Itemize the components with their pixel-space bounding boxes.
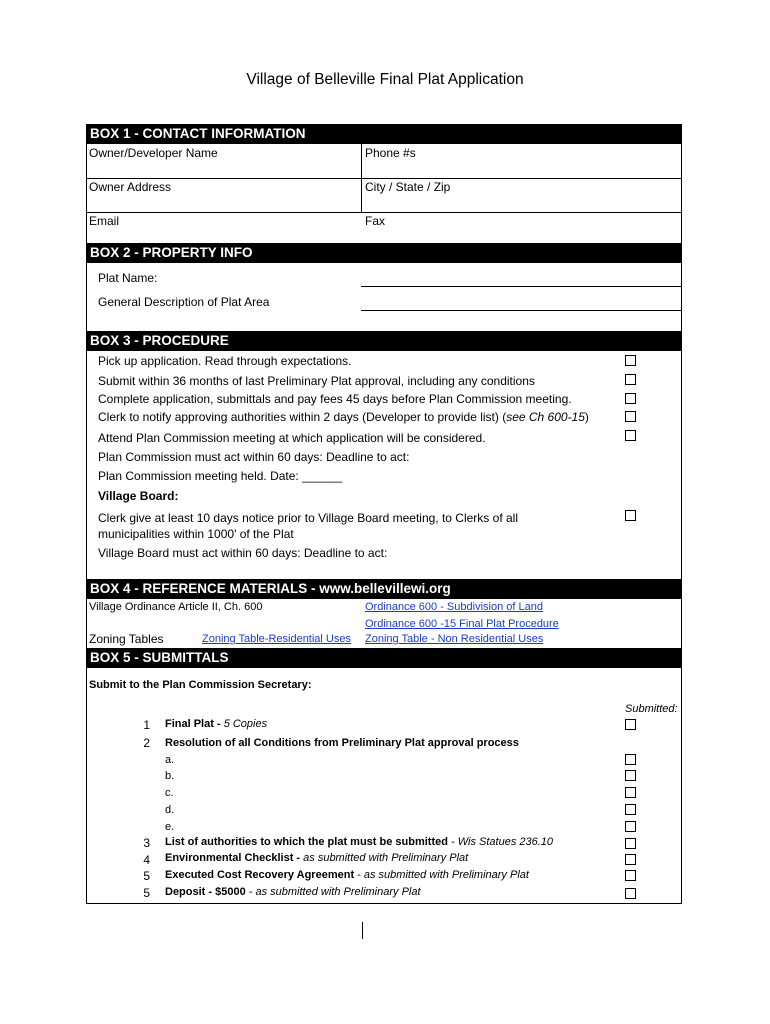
- submittal-checkbox[interactable]: [625, 838, 636, 849]
- submittal-checkbox[interactable]: [625, 804, 636, 815]
- owner-name-label: Owner/Developer Name: [89, 146, 218, 160]
- item-number: 4: [143, 853, 150, 867]
- fax-field[interactable]: [362, 212, 682, 243]
- plat-description-label: General Description of Plat Area: [98, 295, 270, 309]
- item-number: 5: [143, 869, 150, 883]
- owner-name-field[interactable]: [86, 144, 361, 178]
- city-state-zip-field[interactable]: [362, 178, 682, 212]
- phone-label: Phone #s: [365, 146, 416, 160]
- step-checkbox[interactable]: [625, 355, 636, 366]
- plat-name-input[interactable]: [361, 286, 682, 287]
- procedure-step: Pick up application. Read through expectations.: [98, 354, 352, 368]
- owner-address-field[interactable]: [86, 178, 361, 212]
- submittal-checkbox[interactable]: [625, 888, 636, 899]
- subdivision-ordinance-link[interactable]: Ordinance 600 - Subdivision of Land: [365, 601, 543, 613]
- procedure-step: Attend Plan Commission meeting at which application will be considered.: [98, 431, 486, 445]
- phone-field[interactable]: [362, 144, 682, 178]
- submittal-item: [165, 852, 468, 864]
- clerk-step-ref-close: ): [584, 410, 589, 424]
- final-plat-ordinance-link[interactable]: Ordinance 600 -15 Final Plat Procedure: [365, 618, 559, 630]
- submit-to-label: Submit to the Plan Commission Secretary:: [89, 679, 312, 691]
- submittal-item: Resolution of all Conditions from Preliminary Plat approval process: [165, 737, 519, 749]
- submittal-checkbox[interactable]: [625, 719, 636, 730]
- box1-header: BOX 1 - CONTACT INFORMATION: [86, 124, 682, 144]
- item-title: Environmental Checklist -: [165, 852, 301, 864]
- item-number: 3: [143, 836, 150, 850]
- procedure-step: Complete application, submittals and pay fees 45 days before Plan Commission meeting.: [98, 392, 572, 406]
- submitted-column-label: Submitted:: [625, 703, 678, 715]
- box3-header: BOX 3 - PROCEDURE: [86, 331, 682, 351]
- step-checkbox[interactable]: [625, 374, 636, 385]
- item-note: - Wis Statues 236.10: [447, 836, 554, 848]
- item-number: 2: [143, 736, 150, 750]
- fax-label: Fax: [365, 214, 386, 228]
- email-label: Email: [89, 214, 120, 228]
- sub-item-label: d.: [165, 804, 175, 816]
- procedure-step-clerk: [98, 410, 589, 424]
- item-title: List of authorities to which the plat must be submitted: [165, 836, 448, 848]
- clerk-notice-line: Clerk give at least 10 days notice prior to Village Board meeting, to Clerks of all: [98, 511, 518, 525]
- residential-zoning-link[interactable]: Zoning Table-Residential Uses: [202, 633, 351, 645]
- submittal-item: [165, 869, 529, 881]
- submittal-item: [165, 886, 421, 898]
- box4-header: BOX 4 - REFERENCE MATERIALS - www.bellevillewi.org: [86, 579, 682, 599]
- zoning-tables-label: Zoning Tables: [89, 632, 164, 646]
- procedure-step: Submit within 36 months of last Preliminary Plat approval, including any conditions: [98, 374, 535, 388]
- email-field[interactable]: [86, 212, 361, 243]
- item-title: Executed Cost Recovery Agreement: [165, 869, 355, 881]
- page-title: Village of Belleville Final Plat Application: [246, 71, 524, 88]
- plat-name-label: Plat Name:: [98, 271, 158, 285]
- item-note: - as submitted with Preliminary Plat: [245, 886, 421, 898]
- step-checkbox[interactable]: [625, 510, 636, 521]
- ordinance-label: Village Ordinance Article II, Ch. 600: [89, 601, 263, 613]
- clerk-step-text: Clerk to notify approving authorities within 2 days (Developer to provide list) (: [98, 410, 507, 424]
- owner-address-label: Owner Address: [89, 180, 172, 194]
- item-note: as submitted with Preliminary Plat: [300, 852, 469, 864]
- village-board-label: Village Board:: [98, 489, 179, 503]
- board-deadline: Village Board must act within 60 days: Deadline to act:: [98, 546, 388, 560]
- submittal-checkbox[interactable]: [625, 770, 636, 781]
- nonresidential-zoning-link[interactable]: Zoning Table - Non Residential Uses: [365, 633, 544, 645]
- procedure-step: Plan Commission meeting held. Date: ______: [98, 469, 343, 483]
- submittal-checkbox[interactable]: [625, 854, 636, 865]
- item-number: 5: [143, 886, 150, 900]
- sub-item-label: b.: [165, 770, 175, 782]
- clerk-notice-line: municipalities within 1000' of the Plat: [98, 527, 294, 541]
- plat-description-input[interactable]: [361, 310, 682, 311]
- procedure-step: Plan Commission must act within 60 days: Deadline to act:: [98, 450, 410, 464]
- submittal-checkbox[interactable]: [625, 821, 636, 832]
- submittal-item: [165, 718, 267, 730]
- text-cursor: [362, 922, 363, 939]
- item-title: Final Plat -: [165, 718, 224, 730]
- item-note: - as submitted with Preliminary Plat: [354, 869, 529, 881]
- step-checkbox[interactable]: [625, 411, 636, 422]
- submittal-checkbox[interactable]: [625, 787, 636, 798]
- item-number: 1: [143, 718, 150, 732]
- submittal-item: [165, 836, 553, 848]
- clerk-step-ref: see Ch 600-15: [506, 410, 585, 424]
- step-checkbox[interactable]: [625, 430, 636, 441]
- sub-item-label: e.: [165, 821, 175, 833]
- submittal-checkbox[interactable]: [625, 870, 636, 881]
- city-state-zip-label: City / State / Zip: [365, 180, 451, 194]
- submittal-checkbox[interactable]: [625, 754, 636, 765]
- box2-header: BOX 2 - PROPERTY INFO: [86, 243, 682, 263]
- sub-item-label: c.: [165, 787, 174, 799]
- item-note: 5 Copies: [223, 718, 268, 730]
- item-title: Deposit - $5000: [165, 886, 246, 898]
- box5-header: BOX 5 - SUBMITTALS: [86, 648, 682, 668]
- step-checkbox[interactable]: [625, 393, 636, 404]
- sub-item-label: a.: [165, 754, 175, 766]
